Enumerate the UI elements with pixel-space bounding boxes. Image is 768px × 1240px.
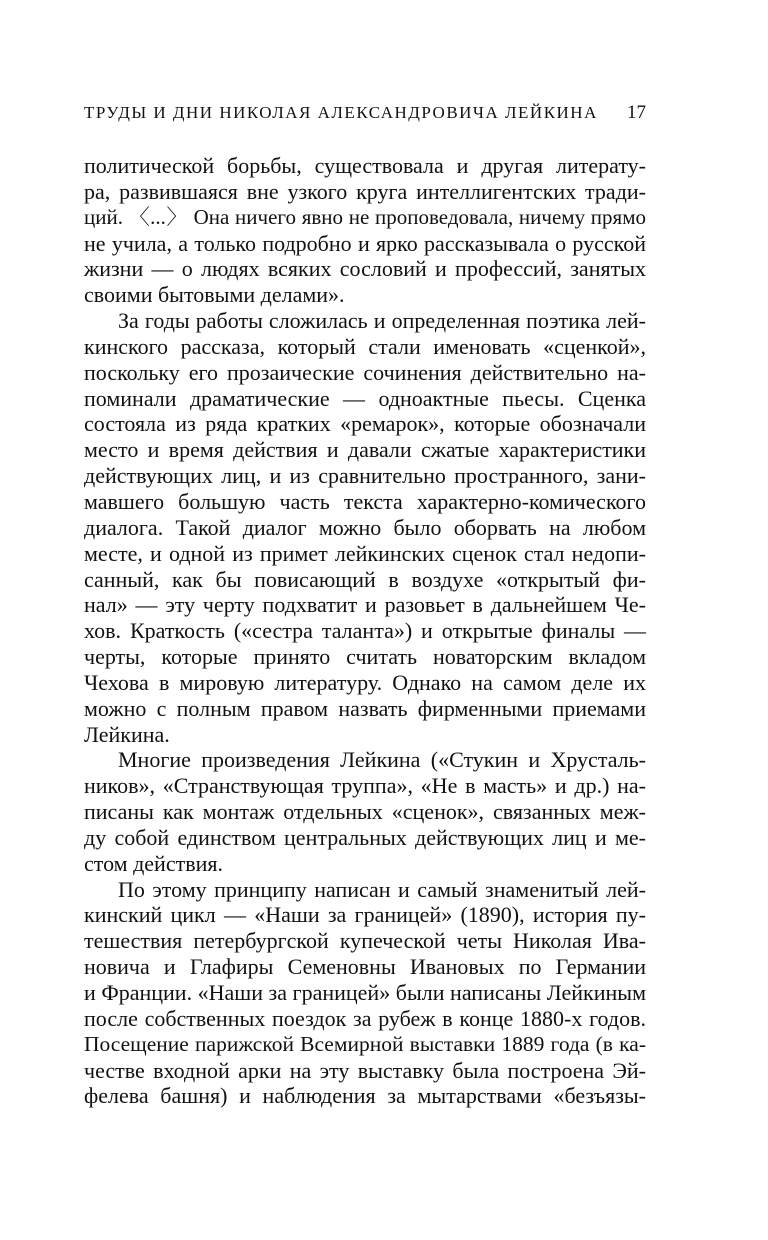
running-title: ТРУДЫ И ДНИ НИКОЛАЯ АЛЕКСАНДРОВИЧА ЛЕЙКИНА (84, 103, 598, 122)
body-text (84, 153, 646, 1109)
text-line: поскольку его прозаические сочинения действительно на- (84, 359, 646, 385)
text-line: место и время действия и давали сжатые характеристики (84, 437, 646, 463)
text-line: ду собой единством центральных действующих лиц и ме- (84, 824, 646, 850)
text-line: По этому принципу написан и самый знаменитый лей- (118, 876, 646, 902)
text-line: можно с полным правом назвать фирменными приемами (84, 695, 646, 721)
text-line: после собственных поездок за рубеж в конце 1880-х годов. (84, 1005, 646, 1031)
text-line: кинский цикл — «Наши за границей» (1890), история пу- (84, 902, 646, 928)
text-line: хов. Краткость («сестра таланта») и открытые финалы — (84, 618, 646, 644)
page-number: 17 (627, 102, 646, 123)
text-line: черты, которые принято считать новаторским вкладом (84, 644, 646, 670)
text-line: действующих лиц, и из сравнительно пространного, зани- (84, 463, 646, 489)
text-line: и Франции. «Наши за границей» были написаны Лейкиным (84, 980, 646, 1005)
text-line: политической борьбы, существовала и другая литерату- (84, 153, 646, 178)
text-line: своими бытовыми делами». (84, 282, 345, 308)
text-line: поминали драматические — одноактные пьесы. Сценка (84, 385, 646, 411)
text-line: Чехова в мировую литературу. Однако на самом деле их (84, 669, 646, 695)
text-line: писаны как монтаж отдельных «сценок», связанных меж- (84, 799, 646, 825)
text-line: месте, и одной из примет лейкинских сценок стал недопи- (84, 540, 646, 566)
text-line: кинского рассказа, который стали именовать «сценкой», (84, 333, 646, 359)
text-line: тешествия петербургской купеческой четы Николая Ива- (84, 928, 646, 954)
text-line: ра, развившаяся вне узкого круга интеллигентских тради- (84, 178, 646, 204)
text-line: не учила, а только подробно и ярко рассказывала о русской (84, 230, 646, 256)
text-line: честве входной арки на эту выставку была построена Эй- (84, 1057, 646, 1083)
text-line: жизни — о людях всяких сословий и профессий, занятых (84, 256, 646, 282)
text-line: Лейкина. (84, 721, 170, 747)
text-line: санный, как бы повисающий в воздухе «открытый фи- (84, 566, 646, 592)
paragraph-1 (84, 153, 646, 308)
text-line: диалога. Такой диалог можно было оборвать на любом (84, 514, 646, 540)
text-line: новича и Глафиры Семеновны Ивановых по Германии (84, 954, 646, 980)
paragraph-2 (84, 308, 646, 747)
paragraph-4 (84, 877, 646, 1110)
text-line: Многие произведения Лейкина («Стукин и Хрусталь- (118, 747, 646, 773)
text-line: ников», «Странствующая труппа», «Не в масть» и др.) на- (84, 773, 646, 799)
text-line: Посещение парижской Всемирной выставки 1889 года (в ка- (84, 1031, 646, 1056)
text-line: мавшего большую часть текста характерно-комического (84, 488, 646, 514)
text-line: состояла из ряда кратких «ремарок», которые обозначали (84, 411, 646, 437)
running-header (84, 100, 646, 126)
paragraph-3 (84, 747, 646, 876)
text-line: нал» — эту черту подхватит и разовьет в дальнейшем Че- (84, 592, 646, 618)
text-line: ций. 〈...〉 Она ничего явно не проповедовала, ничему прямо (84, 204, 646, 229)
text-line: За годы работы сложилась и определенная поэтика лей- (118, 308, 646, 334)
text-line: фелева башня) и наблюдения за мытарствами «безъязы- (84, 1083, 646, 1109)
text-line: стом действия. (84, 850, 223, 876)
